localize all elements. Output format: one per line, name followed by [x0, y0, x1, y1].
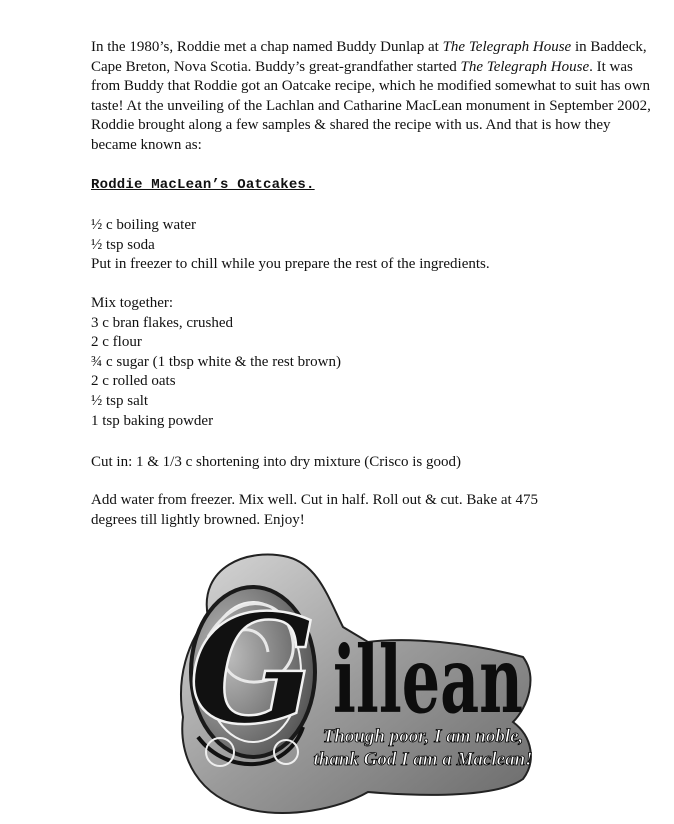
- ingredient-line: 2 c rolled oats: [91, 373, 176, 390]
- intro-paragraph: [91, 38, 651, 155]
- intro-text-part-1: In the 1980’s, Roddie met a chap named Buddy Dunlap at: [91, 39, 443, 55]
- logo-initial: G: [188, 582, 318, 758]
- final-instruction-line: Add water from freezer. Mix well. Cut in half. Roll out & cut. Bake at 475: [91, 492, 538, 508]
- intro-text-part-3: . It was from Buddy that Roddie got an Oatcake recipe, which he modified somewhat to suit has own taste! At the unveiling of the Lachlan and Catharine MacLean monument in September 2002, Roddie brought along a few samples & shared the recipe with us. And that is how they became known as:: [91, 58, 651, 153]
- ingredient-line: 3 c bran flakes, crushed: [91, 314, 234, 331]
- final-step: [91, 491, 538, 530]
- ingredient-line: ½ tsp salt: [91, 392, 149, 409]
- ingredient-line: ½ c boiling water: [91, 217, 196, 233]
- cut-in-instruction: Cut in: 1 & 1/3 c shortening into dry mixture (Crisco is good): [91, 454, 461, 470]
- chill-instruction: Put in freezer to chill while you prepare the rest of the ingredients.: [91, 256, 490, 273]
- motto-line-1: Though poor, I am noble,: [322, 726, 524, 747]
- recipe-title: Roddie MacLean’s Oatcakes.: [91, 177, 315, 193]
- cut-in-step: [91, 453, 461, 473]
- chill-ingredients: [91, 216, 490, 275]
- mix-heading: Mix together:: [91, 295, 174, 311]
- intro-text-part-2: in Baddeck, Cape Breton, Nova Scotia. Buddy’s great-grandfather started: [91, 39, 647, 75]
- ingredient-line: ¾ c sugar (1 tbsp white & the rest brown): [91, 353, 341, 370]
- telegraph-house-name: The Telegraph House: [442, 39, 572, 55]
- motto-line-2: thank God I am a Maclean!: [313, 749, 533, 770]
- telegraph-house-name: The Telegraph House: [460, 58, 590, 75]
- logo-name-rest: illean: [333, 626, 523, 734]
- ingredient-line: 2 c flour: [91, 334, 142, 351]
- ingredient-line: ½ tsp soda: [91, 236, 155, 253]
- ingredient-line: 1 tsp baking powder: [91, 412, 214, 429]
- final-instruction-line: degrees till lightly browned. Enjoy!: [91, 511, 305, 528]
- dry-ingredients: [91, 294, 341, 431]
- gillean-logo: [168, 547, 540, 819]
